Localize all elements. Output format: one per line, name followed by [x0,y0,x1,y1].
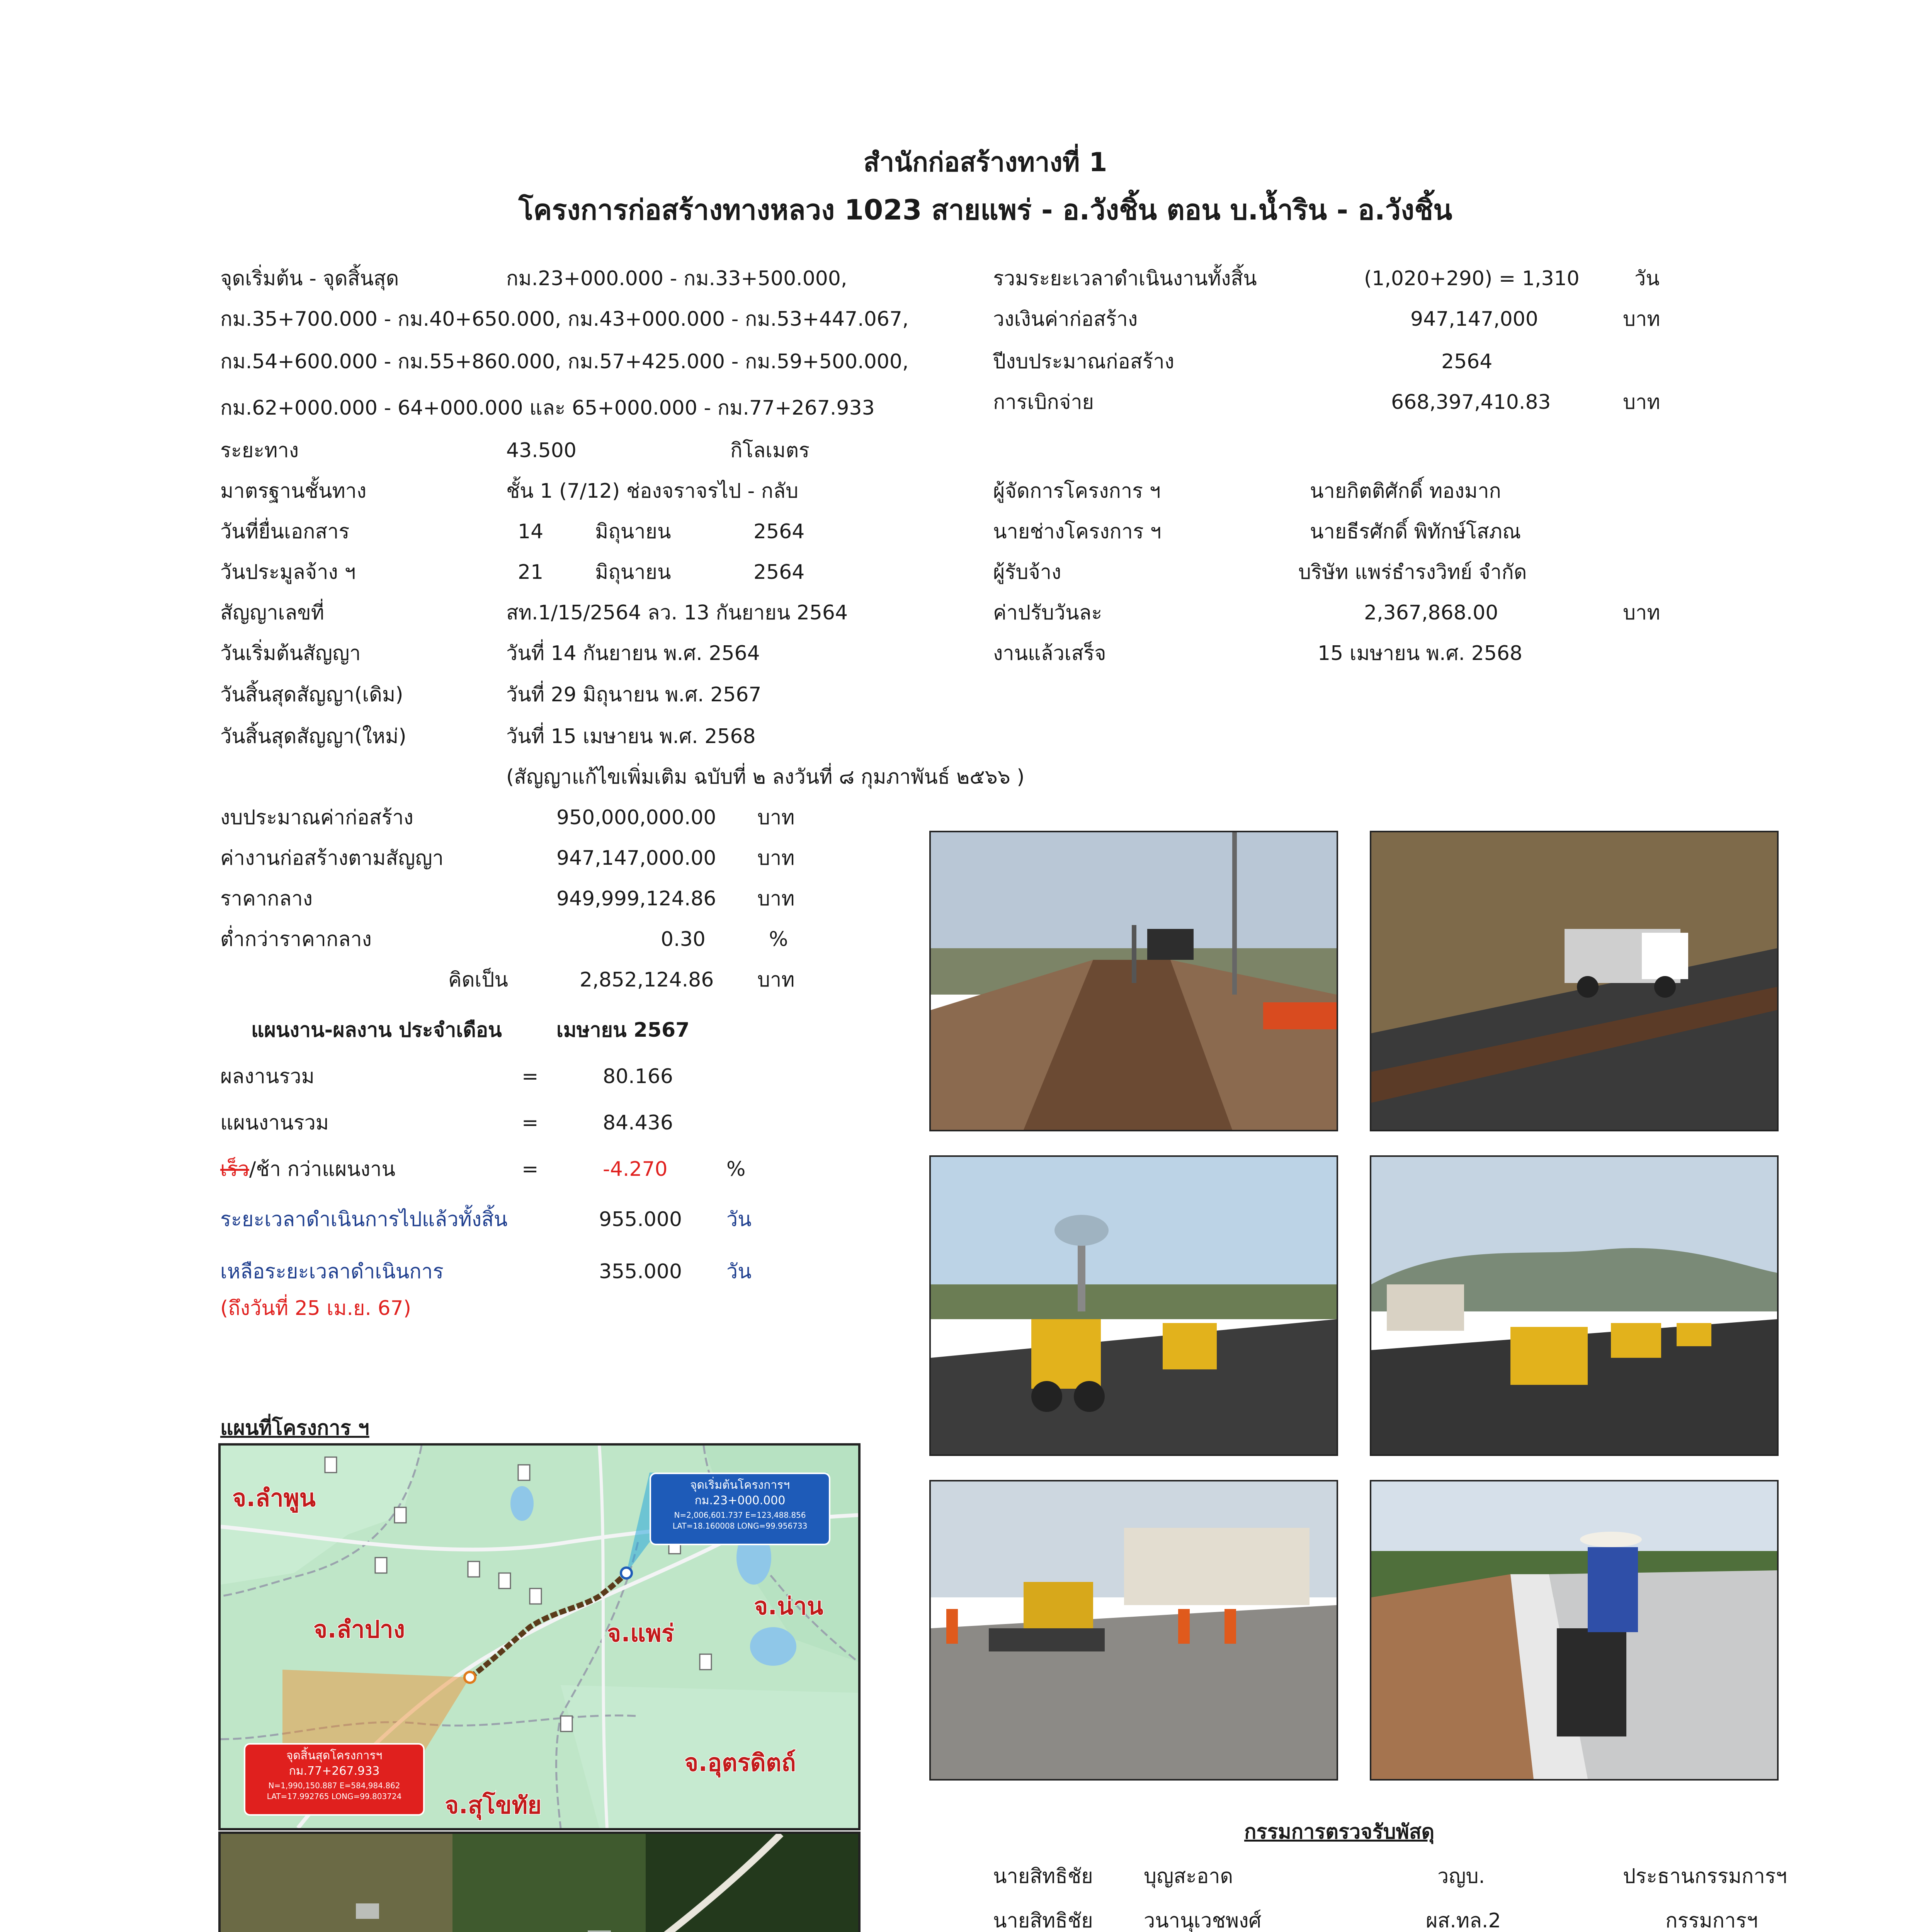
schedule-diff-value: -4.270 [603,1158,668,1181]
photo-asphalt-sprayer-hillside[interactable] [1370,831,1779,1131]
committee-member-1-role: ประธานกรรมการฯ [1623,1865,1787,1888]
below-median-label: ต่ำกว่าราคากลาง [220,928,372,951]
completion-value: 15 เมษายน พ.ศ. 2568 [1318,642,1522,665]
excavator-road-repair-photo [931,1481,1337,1779]
committee-member-2-last: วนานุเวชพงศ์ [1144,1909,1262,1932]
start-end-line1: กม.23+000.000 - กม.33+500.000, [506,267,847,290]
slow-label: /ช้า กว่าแผนงาน [249,1158,395,1181]
committee-member-1-position: วญบ. [1437,1865,1485,1888]
end-callout-coords2: LAT=17.992765 LONG=99.803724 [267,1792,402,1801]
manager-label: ผู้จัดการโครงการ ฯ [993,480,1161,503]
fine-value: 2,367,868.00 [1364,601,1498,624]
contract-end-old-value: วันที่ 29 มิถุนายน พ.ศ. 2567 [506,683,762,706]
budget-estimate-value: 950,000,000.00 [556,806,716,829]
fiscal-year-value: 2564 [1441,350,1493,373]
plan-work-value: 84.436 [603,1111,673,1134]
budget-estimate-unit: บาท [757,806,795,829]
satellite-map-canvas [221,1834,858,1932]
median-price-label: ราคากลาง [220,887,313,910]
median-price-unit: บาท [757,887,795,910]
remaining-value: 355.000 [599,1260,682,1283]
fiscal-year-label: ปีงบประมาณก่อสร้าง [993,350,1174,373]
engineer-label: นายช่างโครงการ ฯ [993,520,1162,543]
manager-value: นายกิตติศักดิ์ ทองมาก [1310,480,1501,503]
standard-value: ชั้น 1 (7/12) ช่องจราจรไป - กลับ [506,480,799,503]
as-of-date: (ถึงวันที่ 25 เม.ย. 67) [220,1297,411,1320]
start-callout-coords2: LAT=18.160008 LONG=99.956733 [672,1521,808,1531]
below-median-unit: % [769,928,788,951]
province-lampang-label: จ.ลำปาง [313,1615,405,1643]
schedule-diff-eq: = [522,1158,539,1181]
contract-price-value: 947,147,000.00 [556,847,716,870]
actual-work-value: 80.166 [603,1065,673,1088]
start-end-line4: กม.62+000.000 - 64+000.000 และ 65+000.000 - กม.77+267.933 [220,396,875,420]
equals-unit: บาท [757,968,795,992]
submit-month: มิถุนายน [595,520,671,543]
submit-label: วันที่ยื่นเอกสาร [220,520,350,543]
engineer-value: นายธีรศักดิ์ พิทักษ์โสภณ [1310,520,1521,543]
schedule-diff-label [220,1159,395,1179]
contract-price-label: ค่างานก่อสร้างตามสัญญา [220,847,444,870]
fine-unit: บาท [1623,601,1660,624]
end-callout-title: จุดสิ้นสุดโครงการฯ [286,1749,383,1762]
start-point-callout [650,1473,830,1545]
contract-price-unit: บาท [757,847,795,870]
contract-end-new-value: วันที่ 15 เมษายน พ.ศ. 2568 [506,725,756,748]
actual-work-eq: = [522,1065,539,1088]
distance-label: ระยะทาง [220,439,299,462]
total-duration-label: รวมระยะเวลาดำเนินงานทั้งสิ้น [993,267,1257,290]
regional-map[interactable] [218,1443,861,1830]
end-callout-km: กม.77+267.933 [289,1764,380,1778]
contractor-value: บริษัท แพร่ธำรงวิทย์ จำกัด [1298,561,1527,584]
committee-member-1-last: บุญสะอาด [1144,1865,1233,1888]
actual-work-label: ผลงานรวม [220,1065,315,1088]
plan-work-eq: = [522,1111,539,1134]
road-roller-water-tower-photo [931,1157,1337,1454]
budget-label: วงเงินค่าก่อสร้าง [993,308,1138,331]
below-median-value: 0.30 [661,928,706,951]
photo-road-roller-water-tower[interactable] [929,1155,1338,1456]
equals-value: 2,852,124.86 [580,968,714,992]
photo-excavator-road-repair[interactable] [929,1480,1338,1781]
plan-work-label: แผนงานรวม [220,1111,329,1134]
schedule-diff-unit: % [726,1158,746,1181]
asphalt-sprayer-hillside-photo [1371,832,1777,1130]
photo-worker-curb-sealing[interactable] [1370,1480,1779,1781]
start-callout-title: จุดเริ่มต้นโครงการฯ [690,1478,790,1492]
project-title: โครงการก่อสร้างทางหลวง 1023 สายแพร่ - อ.วังชิ้น ตอน บ.น้ำริน - อ.วังชิ้น [518,194,1452,226]
start-end-line3: กม.54+600.000 - กม.55+860.000, กม.57+425.000 - กม.59+500.000, [220,350,909,373]
fine-label: ค่าปรับวันละ [993,601,1102,624]
province-uttaradit-label: จ.อุตรดิตถ์ [684,1748,796,1777]
photo-asphalt-sprayer-truck[interactable] [929,831,1338,1131]
start-callout-km: กม.23+000.000 [694,1494,786,1507]
budget-unit: บาท [1623,308,1660,331]
distance-unit: กิโลเมตร [730,439,810,462]
remaining-unit: วัน [726,1260,752,1283]
progress-heading: แผนงาน-ผลงาน ประจำเดือน [251,1019,502,1042]
contract-no-value: สท.1/15/2564 ลว. 13 กันยายน 2564 [506,601,848,624]
submit-day: 14 [518,520,544,543]
contract-start-value: วันที่ 14 กันยายน พ.ศ. 2564 [506,642,760,665]
road-rollers-paving-photo [1371,1157,1777,1454]
budget-estimate-label: งบประมาณค่าก่อสร้าง [220,806,413,829]
elapsed-label: ระยะเวลาดำเนินการไปแล้วทั้งสิ้น [220,1208,508,1231]
asphalt-sprayer-truck-photo [931,832,1337,1130]
start-end-line2: กม.35+700.000 - กม.40+650.000, กม.43+000.000 - กม.53+447.067, [220,308,909,331]
worker-curb-sealing-photo [1371,1481,1777,1779]
contractor-label: ผู้รับจ้าง [993,561,1061,584]
auction-label: วันประมูลจ้าง ฯ [220,561,356,584]
remaining-label: เหลือระยะเวลาดำเนินการ [220,1260,444,1283]
office-title: สำนักก่อสร้างทางที่ 1 [863,147,1107,178]
median-price-value: 949,999,124.86 [556,887,716,910]
province-nan-label: จ.น่าน [754,1592,823,1620]
auction-month: มิถุนายน [595,561,671,584]
satellite-site-map[interactable] [218,1832,861,1932]
amendment-note: (สัญญาแก้ไขเพิ่มเติม ฉบับที่ ๒ ลงวันที่ ๘ กุมภาพันธ์ ๒๕๖๖ ) [506,765,1025,789]
budget-value: 947,147,000 [1410,308,1538,331]
committee-member-2-position: ผส.ทล.2 [1426,1909,1501,1932]
province-sukhothai-label: จ.สุโขทัย [445,1791,542,1819]
end-callout-coords1: N=1,990,150.887 E=584,984.862 [268,1781,400,1790]
province-phrae-label: จ.แพร่ [607,1619,675,1647]
start-callout-coords1: N=2,006,601.737 E=123,488.856 [674,1510,806,1520]
province-lamphun-label: จ.ลำพูน [232,1484,316,1512]
distance-value: 43.500 [506,439,577,462]
equals-label: คิดเป็น [448,968,508,992]
auction-day: 21 [518,561,544,584]
contract-start-label: วันเริ่มต้นสัญญา [220,642,361,665]
total-duration-unit: วัน [1634,267,1660,290]
start-end-label: จุดเริ่มต้น - จุดสิ้นสุด [220,267,399,290]
committee-member-2-first: นายสิทธิชัย [993,1909,1093,1932]
contract-end-old-label: วันสิ้นสุดสัญญา(เดิม) [220,683,403,706]
total-duration-value: (1,020+290) = 1,310 [1364,267,1580,290]
committee-heading: กรรมการตรวจรับพัสดุ [1244,1820,1435,1844]
submit-year: 2564 [753,520,805,543]
photo-road-rollers-paving[interactable] [1370,1155,1779,1456]
completion-label: งานแล้วเสร็จ [993,642,1106,665]
fast-strikethrough: เร็ว [220,1158,249,1181]
disbursement-value: 668,397,410.83 [1391,391,1551,414]
committee-member-2-role: กรรมการฯ [1665,1909,1758,1932]
contract-no-label: สัญญาเลขที่ [220,601,325,624]
elapsed-value: 955.000 [599,1208,682,1231]
disbursement-label: การเบิกจ่าย [993,391,1094,414]
disbursement-unit: บาท [1623,391,1660,414]
standard-label: มาตรฐานชั้นทาง [220,480,367,503]
end-point-callout [244,1743,425,1816]
elapsed-unit: วัน [726,1208,752,1231]
progress-month: เมษายน 2567 [556,1019,690,1042]
auction-year: 2564 [753,561,805,584]
map-heading: แผนที่โครงการ ฯ [220,1417,369,1440]
contract-end-new-label: วันสิ้นสุดสัญญา(ใหม่) [220,725,406,748]
committee-member-1-first: นายสิทธิชัย [993,1865,1093,1888]
